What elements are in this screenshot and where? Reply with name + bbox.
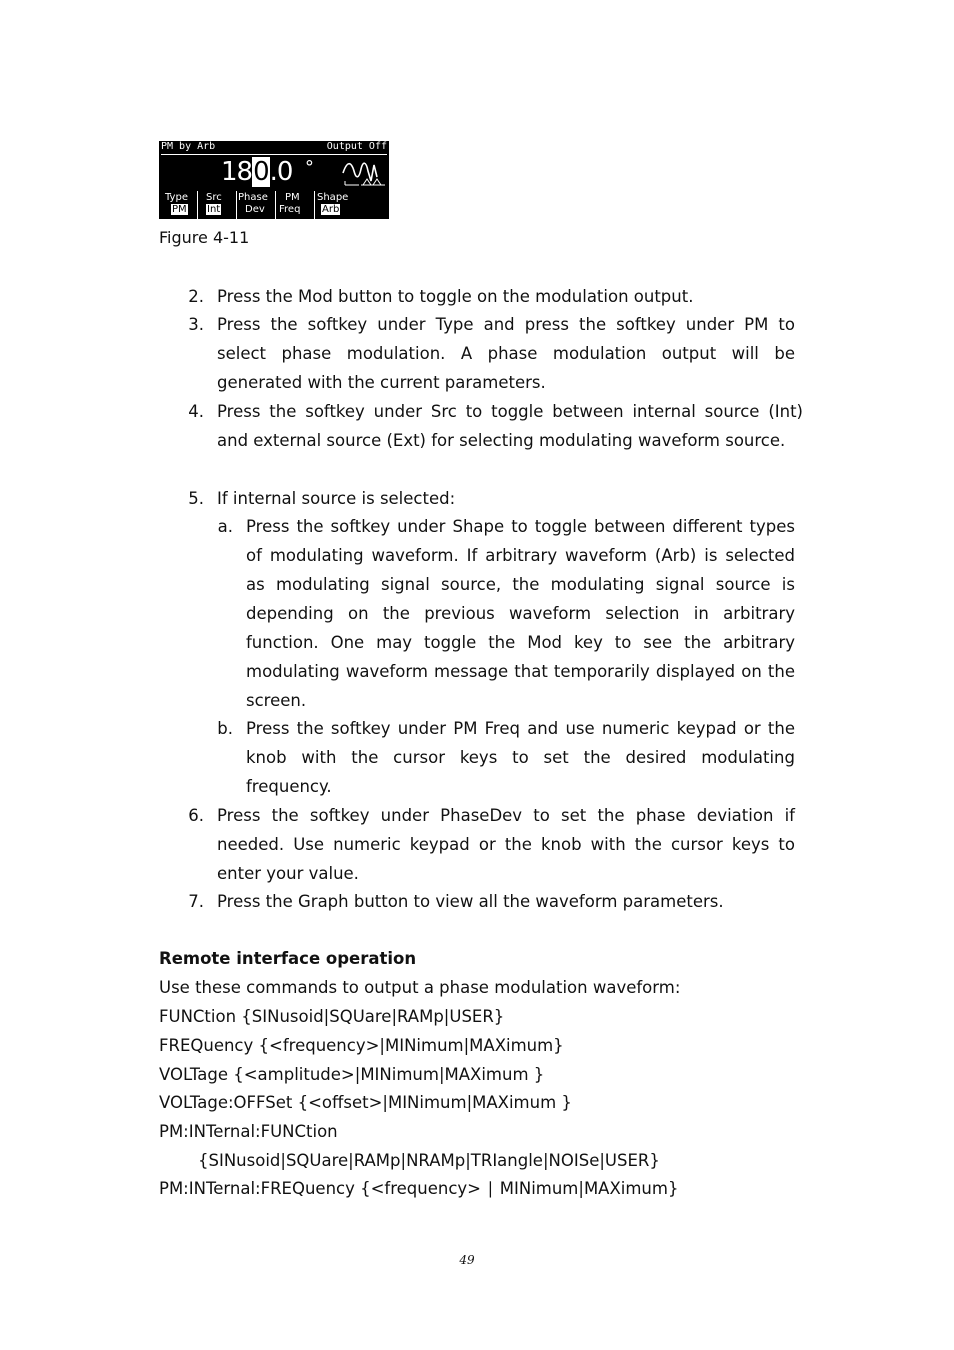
softkey-src[interactable]: Src Int xyxy=(206,192,222,215)
lcd-cursor-digit: 0 xyxy=(253,157,269,187)
lcd-phase-value: 180.0 xyxy=(221,157,293,187)
intro-text: Use these commands to output a phase modulation waveform: xyxy=(159,978,681,997)
command-line: FUNCtion {SINusoid|SQUare|RAMp|USER} xyxy=(159,1007,505,1026)
softkey-phase-dev[interactable]: Phase Dev xyxy=(238,192,268,215)
lcd-figure xyxy=(159,141,389,219)
manual-page: PM by Arb Output Off 180.0 ° Type PM Src Int Phase Dev PM Freq Shape Arb Figure 4-11 2. Press the Mod button to toggle on the modulation output. 3. Press the softkey under Type and press the softkey under PM to select phase modulation. A phase modulation output will be generated with the current parameters. 4. Press the softkey under Src to toggle between internal source (Int) and external source (Ext) for selecting modulating waveform source. 5. If internal source is selected: a. Press the softkey under Shape to toggle between different types of modulating waveform. If arbitrary waveform (Arb) is selected as modulating signal source, the modulating signal source is depending on the previous waveform selection in arbitrary function. One may toggle the Mod key to see the arbitrary modulating waveform message that temporarily displayed on the screen. b. Press the softkey under PM Freq and use numeric keypad or the knob with the cursor keys to set the desired modulating frequency. 6. Press the softkey under PhaseDev to set the phase deviation if needed. Use numeric keypad or the knob with the cursor keys to enter your value. 7. Press the Graph button to view all the waveform parameters. Remote interface operation Use these commands to output a phase modulation waveform: FUNCtion {SINusoid|SQUare|RAMp|USER} FREQuency {<frequency>|MINimum|MAXimum} VOLTage {<amplitude>|MINimum|MAXimum } VOLTage:OFFSet {<offset>|MINimum|MAXimum } PM:INTernal:FUNCtion {SINusoid|SQUare|RAMp|NRAMp|TRIangle|NOISe|USER} PM:INTernal:FREQuency {<frequency> ∣ MINimum|MAXimum} 49 xyxy=(0,0,954,1350)
lcd-output-status: Output Off xyxy=(326,141,387,152)
section-heading: Remote interface operation xyxy=(159,949,417,968)
lcd-mode-label: PM by Arb xyxy=(161,141,216,152)
lcd-main-area xyxy=(161,154,387,190)
softkey-pm-freq[interactable]: PM Freq xyxy=(279,192,301,215)
arb-waveform-icon xyxy=(341,157,387,189)
command-line: VOLTage:OFFSet {<offset>|MINimum|MAXimum } xyxy=(159,1093,572,1112)
command-line: VOLTage {<amplitude>|MINimum|MAXimum } xyxy=(159,1065,545,1084)
lcd-unit: ° xyxy=(304,157,315,178)
command-line: FREQuency {<frequency>|MINimum|MAXimum} xyxy=(159,1036,564,1055)
command-line: {SINusoid|SQUare|RAMp|NRAMp|TRIangle|NOISe|USER} xyxy=(198,1151,660,1170)
page-number: 49 xyxy=(459,1253,475,1267)
figure-caption: Figure 4-11 xyxy=(159,228,250,247)
softkey-type[interactable]: Type PM xyxy=(165,192,188,215)
command-line: PM:INTernal:FREQuency {<frequency> ∣ MINimum|MAXimum} xyxy=(159,1179,679,1198)
command-line: PM:INTernal:FUNCtion xyxy=(159,1122,338,1141)
lcd-softkey-row xyxy=(159,189,389,219)
softkey-shape[interactable]: Shape Arb xyxy=(317,192,349,215)
